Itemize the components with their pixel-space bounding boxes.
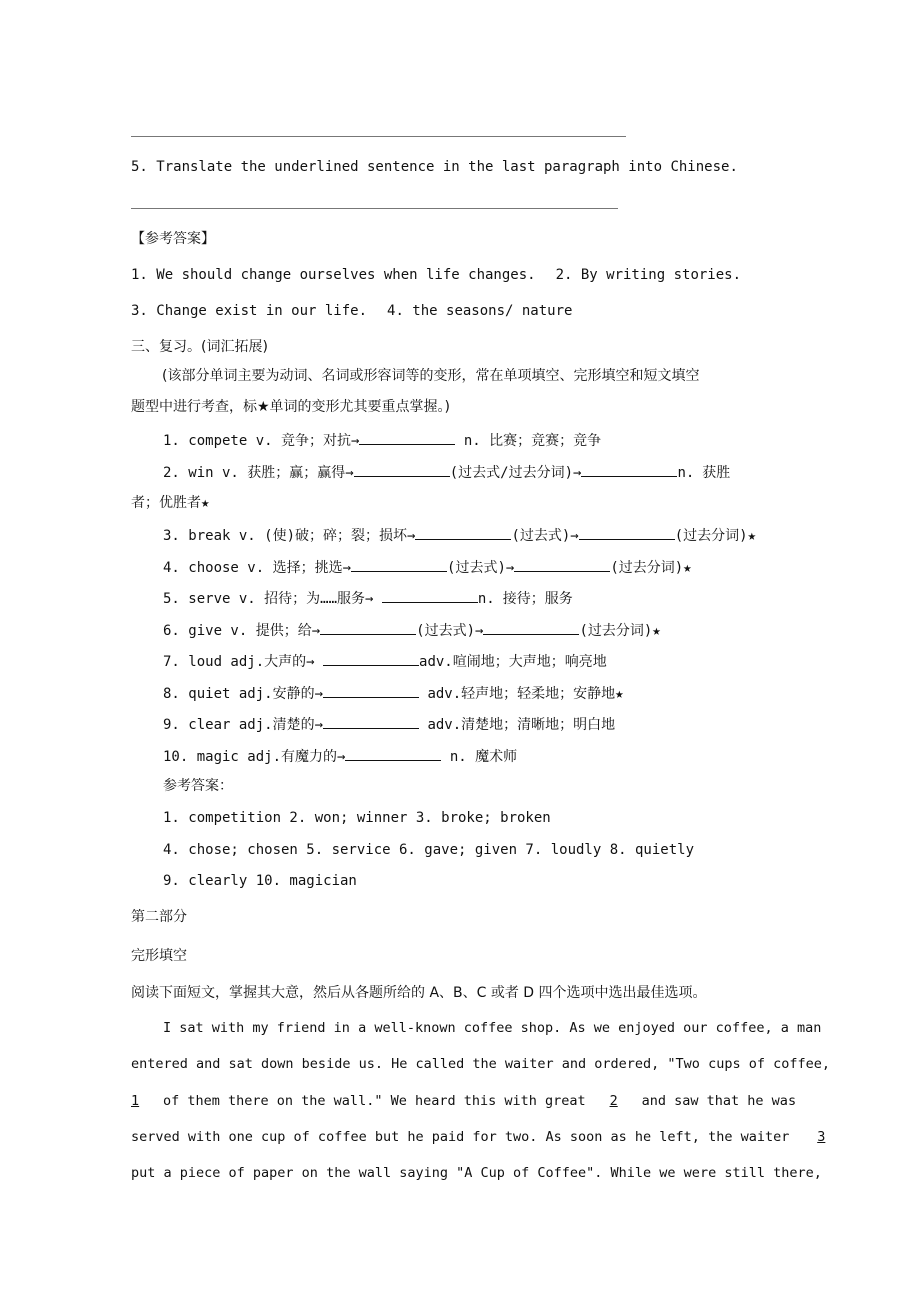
blank bbox=[514, 556, 610, 572]
review-intro-1: (该部分单词主要为动词、名词或形容词等的变形，常在单项填空、完形填空和短文填空 bbox=[162, 368, 700, 384]
blank bbox=[323, 682, 419, 698]
vocab-item-3: 3. break v. (使)破；碎；裂；损坏→ (过去式)→ (过去分词)★ bbox=[163, 524, 756, 546]
blank bbox=[351, 556, 447, 572]
vocab-item-8: 8. quiet adj.安静的→ adv.轻声地；轻柔地；安静地★ bbox=[163, 682, 624, 704]
answer-1: 1. We should change ourselves when life changes. bbox=[131, 267, 536, 283]
blank bbox=[579, 524, 675, 540]
answers-line-1 bbox=[131, 265, 741, 285]
blank bbox=[382, 587, 478, 603]
review-key-3: 9. clearly 10. magician bbox=[163, 873, 357, 889]
vocab-item-6: 6. give v. 提供；给→ (过去式)→ (过去分词)★ bbox=[163, 619, 661, 641]
answers-line-2 bbox=[131, 301, 572, 321]
vocab-item-2: 2. win v. 获胜；赢；赢得→ (过去式/过去分词)→ n. 获胜 bbox=[163, 461, 730, 483]
vocab-item-9: 9. clear adj.清楚的→ adv.清楚地；清晰地；明白地 bbox=[163, 713, 615, 735]
blank bbox=[345, 745, 441, 761]
vocab-item-1: 1. compete v. 竞争；对抗→ n. 比赛；竞赛；竞争 bbox=[163, 429, 601, 451]
passage-line-4: served with one cup of coffee but he paid for two. As soon as he left, the waiter 3 bbox=[131, 1129, 826, 1145]
section-heading: 完形填空 bbox=[131, 948, 187, 964]
passage-line-2: entered and sat down beside us. He called the waiter and ordered, "Two cups of coffee, bbox=[131, 1056, 830, 1072]
blank bbox=[415, 524, 511, 540]
review-key-heading: 参考答案： bbox=[163, 778, 233, 794]
blank-1[interactable]: 1 bbox=[131, 1093, 140, 1109]
blank-2[interactable]: 2 bbox=[609, 1093, 618, 1109]
blank bbox=[320, 619, 416, 635]
blank bbox=[581, 461, 677, 477]
blank bbox=[323, 713, 419, 729]
review-key-1: 1. competition 2. won; winner 3. broke; broken bbox=[163, 810, 551, 826]
blank bbox=[483, 619, 579, 635]
passage-line-3: 1 of them there on the wall." We heard this with great 2 and saw that he was bbox=[131, 1093, 797, 1109]
vocab-item-5: 5. serve v. 招待；为……服务→ n. 接待；服务 bbox=[163, 587, 573, 609]
question-5: 5. Translate the underlined sentence in the last paragraph into Chinese. bbox=[131, 159, 738, 175]
vocab-item-4: 4. choose v. 选择；挑选→ (过去式)→ (过去分词)★ bbox=[163, 556, 692, 578]
instruction: 阅读下面短文，掌握其大意，然后从各题所给的 A、B、C 或者 D 四个选项中选出最佳选项。 bbox=[131, 985, 707, 1001]
review-heading: 三、复习。(词汇拓展) bbox=[131, 339, 268, 355]
blank bbox=[354, 461, 450, 477]
review-key-2: 4. chose; chosen 5. service 6. gave; given 7. loudly 8. quietly bbox=[163, 842, 695, 858]
answers-heading: 【参考答案】 bbox=[131, 231, 215, 247]
answer-3: 3. Change exist in our life. bbox=[131, 303, 368, 319]
part-heading: 第二部分 bbox=[131, 909, 187, 925]
answer-2: 2. By writing stories. bbox=[555, 267, 742, 283]
passage-line-5: put a piece of paper on the wall saying "A Cup of Coffee". While we were still there, bbox=[131, 1165, 822, 1181]
blank bbox=[323, 650, 419, 666]
vocab-item-7: 7. loud adj.大声的→ adv.喧闹地；大声地；响亮地 bbox=[163, 650, 607, 672]
blank bbox=[359, 429, 455, 445]
answer-line bbox=[131, 136, 626, 137]
review-intro-2: 题型中进行考查，标★单词的变形尤其要重点掌握。) bbox=[131, 399, 451, 415]
answer-line bbox=[131, 208, 618, 209]
passage-line-1: I sat with my friend in a well-known coffee shop. As we enjoyed our coffee, a man bbox=[163, 1020, 822, 1036]
blank-3[interactable]: 3 bbox=[817, 1129, 826, 1145]
answer-4: 4. the seasons/ nature bbox=[387, 303, 573, 319]
vocab-item-10: 10. magic adj.有魔力的→ n. 魔术师 bbox=[163, 745, 517, 767]
vocab-item-2-cont: 者；优胜者★ bbox=[131, 495, 210, 511]
